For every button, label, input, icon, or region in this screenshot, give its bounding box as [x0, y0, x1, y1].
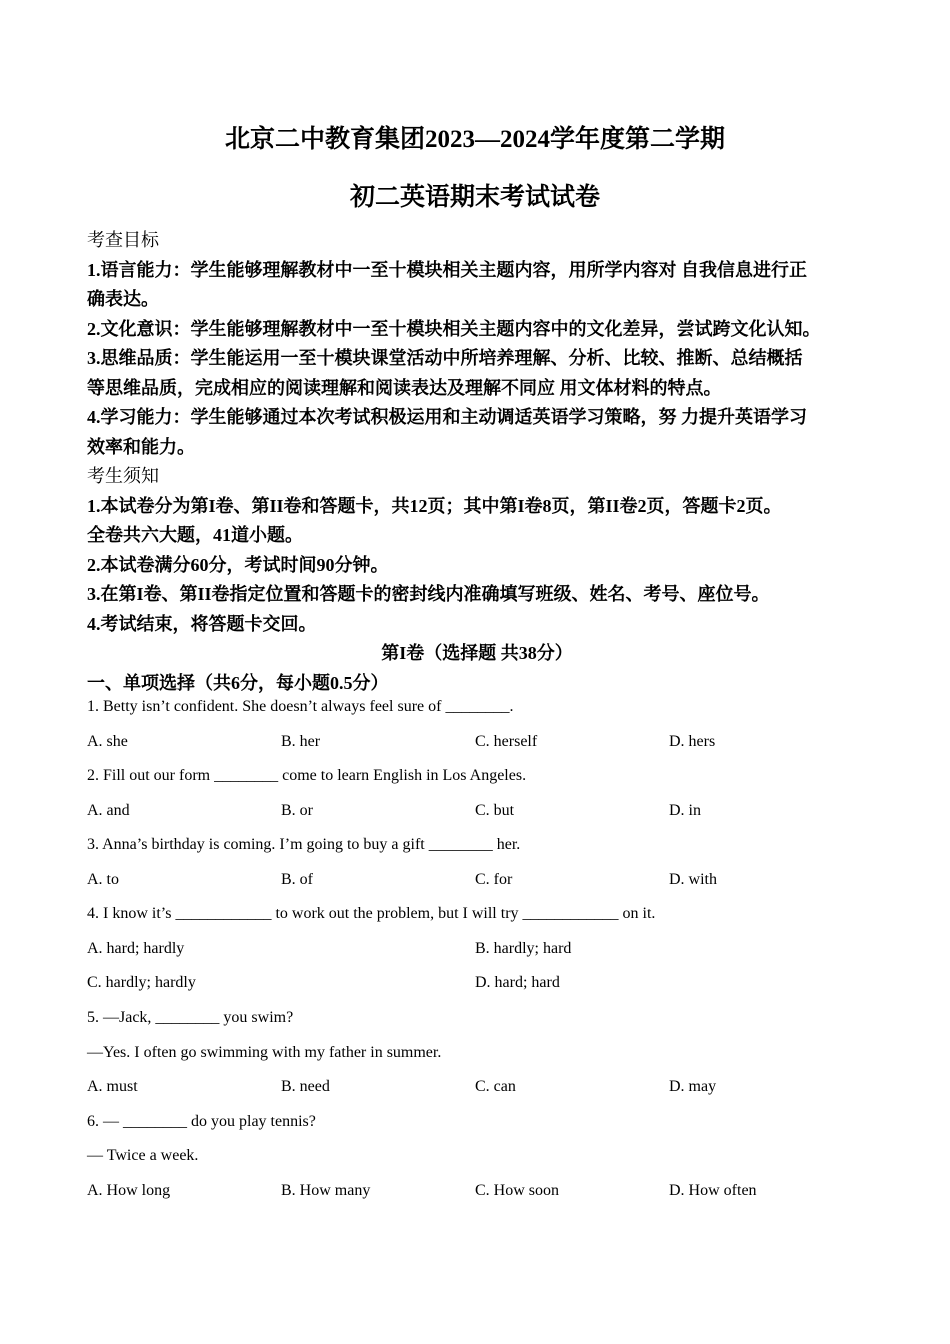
option-c: C. for — [475, 871, 513, 888]
goal-line: 效率和能力。 — [87, 436, 195, 457]
goal-line: 确表达。 — [87, 289, 159, 309]
goal-line: 2.文化意识：学生能够理解教材中一至十模块相关主题内容中的文化差异，尝试跨文化认知。 — [87, 318, 821, 339]
part-title: 一、单项选择（共6分，每小题0.5分） — [87, 672, 389, 693]
exam-title-line1: 北京二中教育集团2023—2024学年度第二学期 — [224, 126, 725, 153]
question-stem: 2. Fill out our form ________ come to learn English in Los Angeles. — [87, 767, 527, 784]
option-c: C. herself — [475, 733, 538, 750]
notice-line: 3.在第I卷、第II卷指定位置和答题卡的密封线内准确填写班级、姓名、考号、座位号。 — [87, 584, 770, 604]
notice-line: 1.本试卷分为第I卷、第II卷和答题卡，共12页；其中第I卷8页，第II卷2页，答题卡2页。 — [87, 495, 782, 516]
option-a: A. must — [87, 1078, 138, 1095]
option-b: B. her — [281, 733, 321, 750]
goal-line: 1.语言能力：学生能够理解教材中一至十模块相关主题内容，用所学内容对 自我信息进行正 — [87, 259, 807, 280]
option-d: D. How often — [669, 1182, 757, 1199]
option-c: C. hardly; hardly — [87, 974, 196, 991]
option-a: A. she — [87, 733, 128, 750]
option-a: A. to — [87, 871, 119, 888]
option-c: C. can — [475, 1078, 516, 1095]
question-reply: —Yes. I often go swimming with my father in summer. — [87, 1044, 442, 1061]
option-b: B. need — [281, 1078, 330, 1095]
exam-title-line2: 初二英语期末考试试卷 — [349, 184, 600, 211]
option-b: B. How many — [281, 1182, 371, 1199]
question-stem: 1. Betty isn’t confident. She doesn’t always feel sure of ________. — [87, 698, 514, 715]
notice-heading: 考生须知 — [87, 466, 159, 486]
option-b: B. of — [281, 871, 313, 888]
option-a: A. and — [87, 802, 130, 819]
notice-line: 2.本试卷满分60分，考试时间90分钟。 — [87, 554, 389, 575]
question-stem: 4. I know it’s ____________ to work out the problem, but I will try ____________ on it. — [87, 905, 656, 922]
goal-line: 等思维品质，完成相应的阅读理解和阅读表达及理解不同应 用文体材料的特点。 — [87, 377, 722, 398]
goal-line: 3.思维品质：学生能运用一至十模块课堂活动中所培养理解、分析、比较、推断、总结概括 — [87, 348, 803, 368]
question-reply: — Twice a week. — [87, 1147, 199, 1164]
notice-line: 全卷共六大题，41道小题。 — [87, 525, 303, 545]
goals-heading: 考查目标 — [87, 230, 159, 250]
question-stem: 6. — ________ do you play tennis? — [87, 1113, 316, 1130]
exam-intro — [87, 226, 867, 698]
option-d: D. in — [669, 802, 701, 819]
option-a: A. hard; hardly — [87, 940, 185, 957]
option-d: D. hers — [669, 733, 716, 750]
option-b: B. hardly; hard — [475, 940, 572, 957]
question-stem: 5. —Jack, ________ you swim? — [87, 1009, 294, 1026]
option-c: C. but — [475, 802, 515, 819]
goal-line: 4.学习能力：学生能够通过本次考试积极运用和主动调适英语学习策略，努 力提升英语学习 — [87, 407, 807, 427]
option-b: B. or — [281, 802, 313, 819]
section-title: 第I卷（选择题 共38分） — [381, 643, 573, 663]
question-stem: 3. Anna’s birthday is coming. I’m going to buy a gift ________ her. — [87, 836, 521, 853]
option-a: A. How long — [87, 1182, 171, 1199]
option-d: D. with — [669, 871, 717, 888]
option-d: D. may — [669, 1078, 717, 1095]
notice-line: 4.考试结束，将答题卡交回。 — [87, 613, 317, 634]
option-d: D. hard; hard — [475, 974, 560, 991]
option-c: C. How soon — [475, 1182, 560, 1199]
